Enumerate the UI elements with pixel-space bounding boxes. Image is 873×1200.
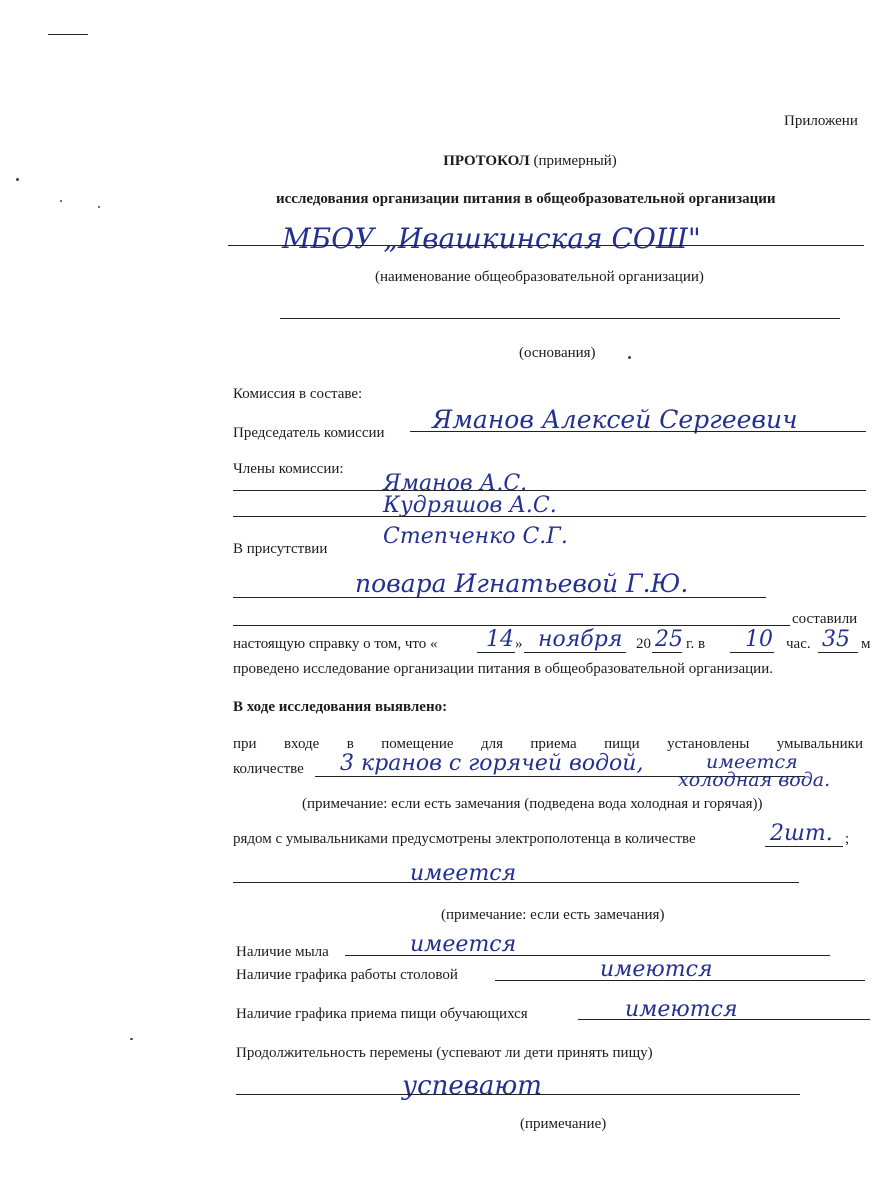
margin-mark — [48, 34, 88, 35]
scan-speck — [98, 206, 100, 208]
washbasin-note: (примечание: если есть замечания (подведена вода холодная и горячая)) — [302, 796, 763, 812]
towels-note: (примечание: если есть замечания) — [441, 907, 665, 923]
presence-value: повара Игнатьевой Г.Ю. — [355, 569, 689, 598]
minute-underline — [818, 652, 858, 653]
report-minute: 35 — [822, 627, 850, 652]
scan-speck — [60, 200, 62, 202]
report-line-2: проведено исследование организации питания в общеобразовательной организации. — [233, 661, 773, 677]
soap-underline — [345, 955, 830, 956]
scan-speck — [16, 178, 19, 181]
report-g: г. в — [686, 636, 706, 652]
scan-speck — [628, 356, 631, 359]
month-underline — [524, 652, 626, 653]
report-year-prefix: 20 — [636, 636, 651, 652]
schedule-value: имеются — [600, 957, 713, 982]
organization-name: МБОУ „Ивашкинская СОШ" — [282, 222, 701, 255]
chair-label: Председатель комиссии — [233, 425, 385, 441]
appendix-label: Приложени — [784, 113, 858, 129]
meal-value: имеются — [625, 997, 738, 1022]
basis-underline — [280, 318, 840, 319]
report-hour: 10 — [745, 627, 773, 652]
washbasin-line-1: при входе в помещение для приема пищи установлены умывальники — [233, 736, 863, 752]
break-value: успевают — [402, 1071, 542, 1101]
schedule-underline — [495, 980, 865, 981]
title-note: (примерный) — [533, 153, 617, 169]
meal-underline — [578, 1019, 870, 1020]
towels-remark: имеется — [410, 861, 517, 886]
day-underline — [477, 652, 515, 653]
washbasin-value-3: холодная вода. — [678, 769, 831, 791]
report-text-start: настоящую справку о том, что « — [233, 636, 438, 652]
document-subtitle: исследования организации питания в общеобразовательной организации — [276, 191, 776, 207]
title-text: ПРОТОКОЛ — [443, 153, 530, 169]
members-label: Члены комиссии: — [233, 461, 344, 477]
presence-underline — [233, 597, 766, 598]
composed-label: составили — [792, 611, 858, 627]
towels-remark-underline — [233, 882, 799, 883]
washbasin-line-2-label: количестве — [233, 761, 304, 777]
organization-caption: (наименование общеобразовательной организации) — [375, 269, 704, 285]
presence-label: В присутствии — [233, 541, 328, 557]
report-month: ноября — [538, 627, 623, 652]
scan-speck — [130, 1038, 133, 1040]
meal-label: Наличие графика приема пищи обучающихся — [236, 1006, 528, 1022]
report-year-suffix: 25 — [655, 627, 683, 652]
member-3: Степченко С.Г. — [383, 524, 568, 549]
composed-underline — [233, 625, 790, 626]
break-underline — [236, 1094, 800, 1095]
schedule-label: Наличие графика работы столовой — [236, 967, 458, 983]
towels-underline — [765, 846, 843, 847]
findings-heading: В ходе исследования выявлено: — [233, 699, 448, 715]
document-title — [380, 152, 680, 170]
towels-end: ; — [845, 831, 850, 847]
break-label: Продолжительность перемены (успевают ли дети принять пищу) — [236, 1045, 653, 1061]
basis-caption: (основания) — [519, 345, 596, 361]
soap-label: Наличие мыла — [236, 944, 329, 960]
chair-underline — [410, 431, 866, 432]
hour-underline — [730, 652, 774, 653]
soap-value: имеется — [410, 932, 517, 957]
commission-label: Комиссия в составе: — [233, 386, 363, 402]
report-day: 14 — [486, 627, 514, 652]
year-underline — [652, 652, 682, 653]
member-2: Кудряшов А.С. — [383, 493, 557, 518]
report-hour-label: час. — [786, 636, 811, 652]
member-2-underline — [233, 516, 866, 517]
towels-value: 2шт. — [770, 821, 833, 846]
break-note: (примечание) — [520, 1116, 607, 1132]
report-minute-label: м — [861, 636, 871, 652]
washbasin-value: 3 кранов с горячей водой, — [340, 751, 644, 776]
chair-value: Яманов Алексей Сергеевич — [432, 405, 798, 434]
member-1-underline — [233, 490, 866, 491]
organization-underline — [228, 245, 864, 246]
towels-label: рядом с умывальниками предусмотрены электрополотенца в количестве — [233, 831, 696, 847]
report-quote-close: » — [515, 636, 523, 652]
member-1: Яманов А.С. — [383, 471, 528, 496]
washbasin-value-2: имеется — [706, 751, 798, 773]
